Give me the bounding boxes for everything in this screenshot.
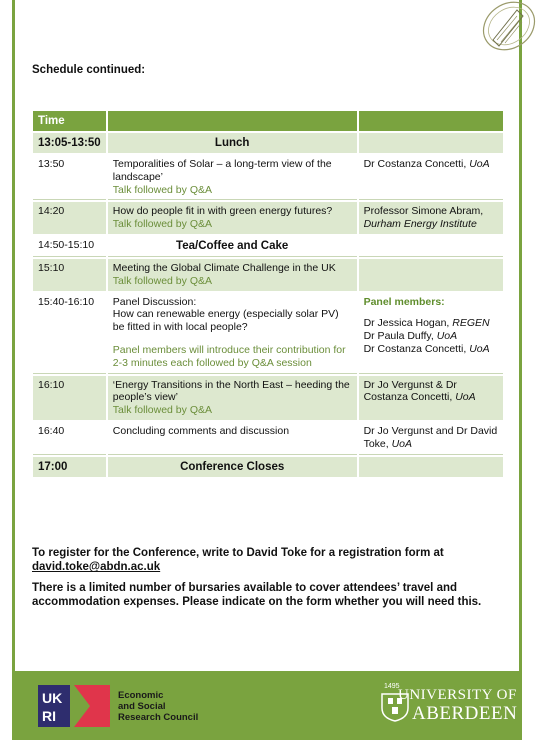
row-title: Tea/Coffee and Cake [108, 236, 357, 257]
table-row [33, 457, 503, 477]
row-session [108, 293, 357, 374]
panel-member: Dr Paula Duffy, UoA [363, 330, 458, 343]
speaker-org: UoA [469, 158, 490, 171]
row-time: 14:20 [33, 202, 106, 234]
row-time: 15:10 [33, 259, 106, 291]
bursary-text: There is a limited number of bursaries available to cover attendees’ travel and accommodation expenses. Please indicate on the form whether you will need this. [32, 582, 482, 609]
table-row [33, 133, 503, 153]
row-time: 15:40-16:10 [33, 293, 106, 374]
row-title: How do people fit in with green energy futures? [112, 205, 333, 218]
table-row [33, 376, 503, 420]
table-row [33, 259, 503, 291]
speaker-org: UoA [455, 391, 476, 404]
aberdeen-name-label: ABERDEEN [412, 703, 518, 724]
row-session [108, 259, 357, 291]
row-time: 13:05-13:50 [33, 133, 106, 153]
row-question: How can renewable energy (especially solar PV) be fitted in with local people? [112, 308, 339, 334]
header-speaker [359, 111, 503, 131]
svg-text:UK: UK [42, 690, 63, 706]
speaker-name: Dr Jo Vergunst & Dr Costanza Concetti, [363, 378, 457, 404]
row-speaker [359, 457, 503, 477]
row-time: 13:50 [33, 155, 106, 200]
row-session [108, 202, 357, 234]
row-note: Talk followed by Q&A [112, 404, 212, 417]
table-row [33, 293, 503, 374]
green-frame-left [12, 0, 15, 672]
row-note: Panel members will introduce their contribution for 2-3 minutes each followed by Q&A session [112, 344, 346, 369]
aberdeen-year: 1495 [384, 683, 400, 690]
esrc-line: and Social [118, 701, 166, 713]
row-note: Talk followed by Q&A [112, 218, 212, 231]
row-spacer [113, 334, 352, 344]
row-session [108, 376, 357, 420]
panel-member: Dr Jessica Hogan, REGEN [363, 317, 490, 330]
table-row [33, 202, 503, 234]
row-note: Talk followed by Q&A [112, 183, 212, 196]
row-speaker [359, 236, 503, 257]
speaker-name: Dr Costanza Concetti, [363, 158, 470, 171]
row-title: Panel Discussion: [112, 295, 197, 308]
registration-instruction: To register for the Conference, write to David Toke for a registration form at [32, 547, 444, 559]
table-row [33, 155, 503, 200]
row-time: 14:50-15:10 [33, 236, 106, 257]
speaker-name: Dr Jo Vergunst and Dr David Toke, [363, 425, 498, 450]
row-time: 16:10 [33, 376, 106, 420]
row-title: Concluding comments and discussion [108, 422, 357, 455]
row-time: 16:40 [33, 422, 106, 455]
schedule-heading: Schedule continued: [32, 64, 146, 76]
panel-members-heading: Panel members: [363, 295, 445, 308]
aberdeen-university-label: UNIVERSITY OF [398, 687, 517, 703]
row-title: Meeting the Global Climate Challenge in the UK [112, 262, 336, 275]
registration-email-link[interactable]: david.toke@abdn.ac.uk [32, 561, 161, 574]
schedule-table [31, 109, 505, 479]
table-row [33, 422, 503, 455]
esrc-logo-text [118, 690, 198, 724]
row-speaker [359, 422, 503, 455]
table-row [33, 236, 503, 257]
header-time: Time [33, 111, 106, 131]
svg-text:RI: RI [42, 708, 56, 724]
speaker-org: Durham Energy Institute [363, 218, 477, 231]
table-header-row [33, 111, 503, 131]
row-session [108, 155, 357, 200]
corner-emblem-icon [471, 0, 537, 62]
header-session [108, 111, 357, 131]
row-speaker [359, 155, 503, 200]
row-speaker [359, 376, 503, 420]
row-speaker [359, 293, 503, 374]
row-speaker [359, 133, 503, 153]
row-title: Conference Closes [108, 457, 357, 477]
esrc-line: Research Council [118, 712, 199, 724]
row-note: Talk followed by Q&A [112, 274, 212, 287]
panel-member: Dr Costanza Concetti, UoA [363, 343, 490, 356]
row-title: Lunch [108, 133, 357, 153]
row-title: ‘Energy Transitions in the North East – heeding the people’s view’ [112, 378, 350, 404]
esrc-line: Economic [118, 690, 164, 701]
speaker-org: UoA [391, 437, 413, 450]
registration-text [32, 546, 512, 575]
row-speaker [359, 259, 503, 291]
green-frame-right [519, 0, 522, 672]
ukri-logo-icon [38, 685, 110, 727]
row-time: 17:00 [33, 457, 106, 477]
row-speaker [359, 202, 503, 234]
speaker-name: Professor Simone Abram, [363, 205, 484, 218]
row-title: Temporalities of Solar – a long-term view of the landscape’ [112, 158, 332, 183]
